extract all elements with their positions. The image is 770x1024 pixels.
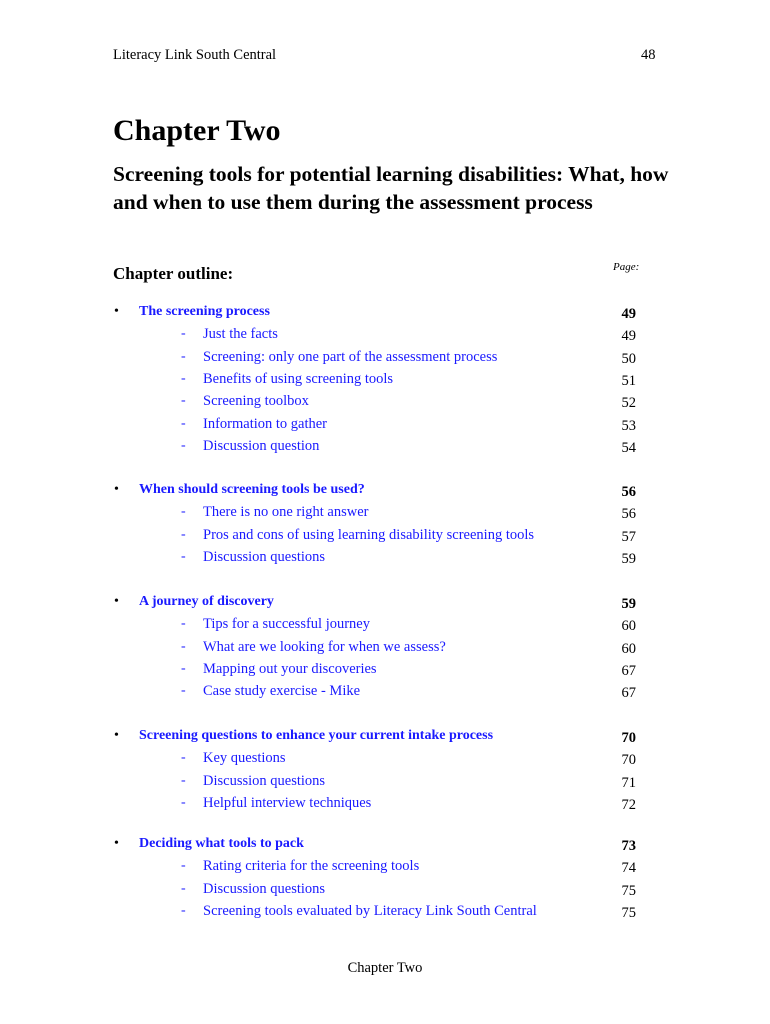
item-page-number: 60 bbox=[621, 640, 636, 657]
item-link[interactable]: Discussion question bbox=[203, 437, 320, 454]
outline-item bbox=[0, 903, 770, 925]
dash-marker: - bbox=[181, 794, 186, 810]
dash-marker: - bbox=[181, 504, 186, 520]
dash-marker: - bbox=[181, 902, 186, 918]
item-page-number: 53 bbox=[621, 417, 636, 434]
dash-marker: - bbox=[181, 772, 186, 788]
outline-item bbox=[0, 549, 770, 571]
section-link[interactable]: When should screening tools be used? bbox=[139, 482, 365, 497]
running-header-page-number: 48 bbox=[641, 47, 656, 63]
outline-item bbox=[0, 661, 770, 683]
dash-marker: - bbox=[181, 638, 186, 654]
item-page-number: 51 bbox=[621, 372, 636, 389]
dash-marker: - bbox=[181, 415, 186, 431]
section-page-number: 70 bbox=[621, 730, 636, 746]
chapter-title: Chapter Two bbox=[113, 114, 281, 147]
item-page-number: 50 bbox=[621, 350, 636, 367]
dash-marker: - bbox=[181, 660, 186, 676]
item-page-number: 52 bbox=[621, 395, 636, 412]
outline-item bbox=[0, 393, 770, 415]
item-link[interactable]: Discussion questions bbox=[203, 772, 326, 789]
section-page-number: 73 bbox=[621, 838, 636, 854]
dash-marker: - bbox=[181, 526, 186, 542]
item-link[interactable]: Benefits of using screening tools bbox=[203, 370, 394, 387]
bullet-icon: • bbox=[114, 594, 119, 609]
bullet-icon: • bbox=[114, 728, 119, 743]
item-page-number: 71 bbox=[621, 774, 636, 791]
outline-section bbox=[0, 594, 770, 616]
outline-section bbox=[0, 836, 770, 858]
dash-marker: - bbox=[181, 393, 186, 409]
item-link[interactable]: Information to gather bbox=[203, 415, 328, 432]
outline-item bbox=[0, 773, 770, 795]
outline-item bbox=[0, 504, 770, 526]
item-link[interactable]: Discussion questions bbox=[203, 880, 326, 897]
item-link[interactable]: What are we looking for when we assess? bbox=[203, 638, 446, 655]
item-link[interactable]: Key questions bbox=[203, 750, 286, 767]
outline-section bbox=[0, 728, 770, 750]
dash-marker: - bbox=[181, 858, 186, 874]
outline-item bbox=[0, 795, 770, 817]
dash-marker: - bbox=[181, 370, 186, 386]
item-page-number: 59 bbox=[621, 550, 636, 567]
item-link[interactable]: Pros and cons of using learning disability screening tools bbox=[203, 526, 535, 543]
page-footer: Chapter Two bbox=[347, 960, 423, 976]
bullet-icon: • bbox=[114, 304, 119, 319]
outline-item bbox=[0, 438, 770, 460]
outline-item bbox=[0, 750, 770, 772]
item-link[interactable]: Case study exercise - Mike bbox=[203, 683, 361, 700]
item-link[interactable]: There is no one right answer bbox=[203, 504, 369, 521]
item-link[interactable]: Mapping out your discoveries bbox=[203, 660, 377, 677]
page-column-label: Page: bbox=[613, 261, 640, 273]
section-page-number: 49 bbox=[621, 306, 636, 322]
section-page-number: 56 bbox=[621, 484, 636, 500]
outline-item bbox=[0, 371, 770, 393]
item-link[interactable]: Helpful interview techniques bbox=[203, 794, 372, 811]
dash-marker: - bbox=[181, 616, 186, 632]
section-link[interactable]: The screening process bbox=[139, 304, 270, 319]
section-page-number: 59 bbox=[621, 596, 636, 612]
outline-item bbox=[0, 416, 770, 438]
item-page-number: 67 bbox=[621, 662, 636, 679]
chapter-subtitle: Screening tools for potential learning disabilities: What, how and when to use them during the assessment process bbox=[113, 162, 669, 214]
item-page-number: 67 bbox=[621, 685, 636, 702]
item-link[interactable]: Screening: only one part of the assessment process bbox=[203, 348, 498, 365]
dash-marker: - bbox=[181, 880, 186, 896]
item-page-number: 54 bbox=[621, 439, 636, 456]
item-page-number: 57 bbox=[621, 528, 636, 545]
item-link[interactable]: Discussion questions bbox=[203, 548, 326, 565]
dash-marker: - bbox=[181, 348, 186, 364]
bullet-icon: • bbox=[114, 836, 119, 851]
outline-section bbox=[0, 482, 770, 504]
outline-item bbox=[0, 349, 770, 371]
item-link[interactable]: Just the facts bbox=[203, 326, 278, 343]
item-page-number: 49 bbox=[621, 328, 636, 345]
dash-marker: - bbox=[181, 548, 186, 564]
bullet-icon: • bbox=[114, 482, 119, 497]
section-link[interactable]: Deciding what tools to pack bbox=[139, 836, 304, 851]
outline-item bbox=[0, 683, 770, 705]
section-link[interactable]: A journey of discovery bbox=[139, 594, 274, 609]
outline-item bbox=[0, 639, 770, 661]
section-link[interactable]: Screening questions to enhance your current intake process bbox=[139, 728, 494, 743]
outline-item bbox=[0, 527, 770, 549]
dash-marker: - bbox=[181, 326, 186, 342]
dash-marker: - bbox=[181, 750, 186, 766]
outline-heading: Chapter outline: bbox=[113, 264, 234, 283]
item-page-number: 60 bbox=[621, 618, 636, 635]
outline-item bbox=[0, 858, 770, 880]
item-link[interactable]: Screening tools evaluated by Literacy Link South Central bbox=[203, 902, 537, 919]
running-header-org: Literacy Link South Central bbox=[113, 47, 277, 63]
item-page-number: 72 bbox=[621, 796, 636, 813]
outline-section bbox=[0, 304, 770, 326]
item-page-number: 75 bbox=[621, 904, 636, 921]
outline-item bbox=[0, 881, 770, 903]
outline-item bbox=[0, 616, 770, 638]
item-page-number: 74 bbox=[621, 860, 636, 877]
item-page-number: 70 bbox=[621, 752, 636, 769]
item-page-number: 56 bbox=[621, 506, 636, 523]
item-link[interactable]: Rating criteria for the screening tools bbox=[203, 858, 420, 875]
item-page-number: 75 bbox=[621, 882, 636, 899]
outline-item bbox=[0, 326, 770, 348]
item-link[interactable]: Tips for a successful journey bbox=[203, 616, 370, 633]
dash-marker: - bbox=[181, 683, 186, 699]
dash-marker: - bbox=[181, 437, 186, 453]
item-link[interactable]: Screening toolbox bbox=[203, 393, 309, 410]
